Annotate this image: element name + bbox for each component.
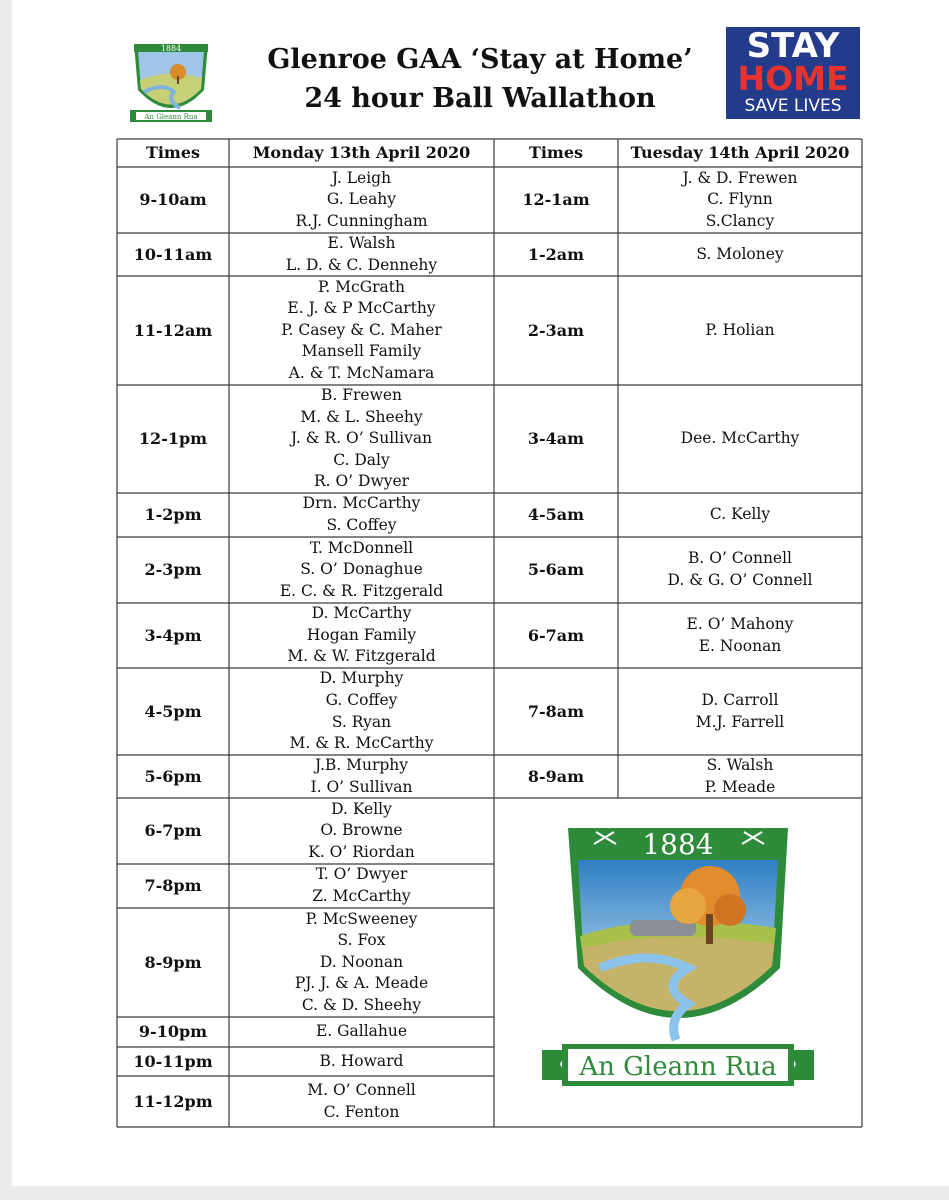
tuesday-names-cell [618,537,862,603]
tuesday-time-cell-text: 3-4am [527,429,585,449]
monday-time-cell-text: 10-11pm [133,1051,213,1071]
crest-large-year: 1884 [642,828,714,861]
monday-names-cell-text: Mansell Family [301,342,422,361]
monday-names-cell-text: K. O’ Riordan [308,842,415,861]
tuesday-names-cell [618,668,862,755]
header-tuesday-text: Tuesday 14th April 2020 [630,143,850,163]
monday-names-cell-text: G. Coffey [325,690,398,709]
tuesday-names-cell-text: Dee. McCarthy [680,429,800,448]
monday-time-cell-text: 3-4pm [144,625,202,645]
header-monday-text: Monday 13th April 2020 [252,143,471,163]
monday-names-cell-text: R. O’ Dwyer [313,472,410,491]
tuesday-names-cell-text: D. Carroll [701,690,779,709]
monday-time-cell [117,908,229,1017]
tuesday-time-cell [494,276,618,385]
monday-names-cell-text: S. Fox [337,931,386,950]
monday-names-cell [229,276,494,385]
tuesday-names-cell-text: J. & D. Frewen [682,168,798,187]
tuesday-names-cell [618,603,862,668]
header-times [117,139,229,167]
monday-names-cell-text: O. Browne [320,821,403,840]
club-crest-large [538,818,818,1100]
monday-names-cell-text: S. Ryan [331,712,392,731]
tuesday-names-cell-text: S. Walsh [706,755,774,774]
monday-names-cell-text: E. J. & P McCarthy [287,299,436,318]
tuesday-names-cell-text: D. & G. O’ Connell [667,571,813,589]
header-times-text: Times [145,143,201,163]
monday-names-cell [229,908,494,1017]
header-times-2-text: Times [528,143,584,163]
monday-names-cell-text: Z. McCarthy [312,887,411,905]
stay-home-badge-line1: STAY [746,26,840,66]
monday-time-cell [117,755,229,798]
crest-large-motto: An Gleann Rua [579,1052,777,1082]
tuesday-names-cell [618,276,862,385]
monday-names-cell [229,167,494,233]
monday-names-cell-text: J.B. Murphy [314,755,409,774]
crest-small-motto: An Gleann Rua [144,113,198,121]
monday-names-cell [229,603,494,668]
monday-time-cell-text: 9-10pm [138,1022,208,1042]
monday-names-cell-text: D. Murphy [319,669,404,688]
monday-time-cell [117,1047,229,1076]
monday-names-cell-text: A. & T. McNamara [288,363,435,382]
tuesday-names-cell-text: C. Flynn [707,190,773,209]
header-tuesday [618,139,862,167]
monday-names-cell [229,864,494,908]
monday-names-cell-text: B. Howard [319,1051,404,1070]
stay-home-badge-line3: SAVE LIVES [744,96,842,116]
monday-time-cell [117,798,229,864]
tuesday-names-cell [618,233,862,276]
monday-time-cell [117,1017,229,1047]
tuesday-time-cell [494,537,618,603]
monday-time-cell [117,603,229,668]
tuesday-names-cell-text: P. Meade [704,777,776,796]
monday-time-cell [117,537,229,603]
tuesday-time-cell-text: 6-7am [527,625,585,645]
monday-time-cell-text: 12-1pm [138,429,208,449]
monday-names-cell [229,1076,494,1127]
header-times-2 [494,139,618,167]
monday-names-cell-text: M. & R. McCarthy [289,734,434,753]
monday-names-cell-text: C. & D. Sheehy [301,995,422,1014]
tuesday-time-cell [494,755,618,798]
monday-names-cell-text: M. O’ Connell [307,1080,416,1099]
tuesday-time-cell-text: 1-2am [527,244,585,264]
monday-names-cell [229,668,494,755]
tuesday-time-cell-text: 5-6am [527,560,585,580]
monday-names-cell-text: J. Leigh [331,168,392,187]
tuesday-names-cell [618,167,862,233]
monday-time-cell-text: 1-2pm [144,505,202,525]
tuesday-time-cell [494,668,618,755]
monday-names-cell [229,1047,494,1076]
tuesday-names-cell [618,493,862,537]
monday-names-cell-text: Hogan Family [306,625,417,644]
monday-names-cell [229,798,494,864]
monday-time-cell-text: 10-11am [133,244,213,264]
monday-names-cell-text: B. Frewen [320,386,402,405]
monday-names-cell [229,233,494,276]
stay-home-badge-line2: HOME [737,59,849,98]
monday-names-cell-text: S. O’ Donaghue [300,560,423,579]
monday-time-cell-text: 7-8pm [144,876,202,896]
monday-time-cell-text: 9-10am [139,190,207,210]
monday-names-cell [229,385,494,493]
tuesday-time-cell [494,493,618,537]
tuesday-time-cell [494,385,618,493]
tuesday-time-cell-text: 2-3am [527,320,585,340]
monday-names-cell-text: Drn. McCarthy [302,494,421,513]
monday-names-cell-text: M. & W. Fitzgerald [287,647,436,666]
monday-time-cell [117,493,229,537]
monday-names-cell-text: C. Daly [333,450,390,469]
monday-names-cell-text: PJ. J. & A. Meade [294,974,429,993]
monday-time-cell-text: 8-9pm [144,952,202,972]
monday-time-cell-text: 11-12pm [133,1091,213,1111]
monday-names-cell-text: M. & L. Sheehy [300,407,423,426]
tuesday-time-cell-text: 7-8am [527,701,585,721]
monday-names-cell-text: T. O’ Dwyer [315,865,408,884]
monday-names-cell-text: D. McCarthy [311,604,412,623]
tuesday-time-cell [494,167,618,233]
monday-names-cell-text: D. Kelly [331,799,392,818]
monday-time-cell-text: 2-3pm [144,560,202,580]
monday-names-cell [229,493,494,537]
tuesday-time-cell [494,233,618,276]
monday-names-cell [229,755,494,798]
monday-time-cell [117,668,229,755]
monday-time-cell-text: 11-12am [133,320,213,340]
monday-names-cell-text: T. McDonnell [309,538,414,557]
monday-names-cell-text: L. D. & C. Dennehy [285,255,438,274]
monday-time-cell-text: 6-7pm [144,821,202,841]
monday-time-cell [117,276,229,385]
tuesday-names-cell-text: M.J. Farrell [695,712,785,731]
monday-names-cell-text: P. McGrath [318,277,405,296]
crest-small-year: 1884 [160,44,182,53]
tuesday-time-cell [494,603,618,668]
tuesday-names-cell-text: S. Moloney [696,244,784,263]
tuesday-names-cell-text: S.Clancy [705,211,775,230]
monday-names-cell-text: J. & R. O’ Sullivan [290,429,433,448]
monday-time-cell [117,167,229,233]
monday-time-cell [117,864,229,908]
monday-names-cell-text: P. Casey & C. Maher [281,320,442,339]
monday-time-cell [117,385,229,493]
header-monday [229,139,494,167]
tuesday-names-cell-text: C. Kelly [709,505,771,524]
tuesday-time-cell-text: 12-1am [522,190,590,210]
monday-names-cell-text: R.J. Cunningham [295,211,428,230]
monday-time-cell [117,233,229,276]
tuesday-time-cell-text: 4-5am [527,505,585,525]
tuesday-names-cell [618,385,862,493]
tuesday-names-cell-text: E. Noonan [698,636,782,655]
monday-time-cell-text: 5-6pm [144,766,202,786]
monday-time-cell [117,1076,229,1127]
monday-time-cell-text: 4-5pm [144,701,202,721]
monday-names-cell-text: P. McSweeney [305,909,418,928]
monday-names-cell-text: D. Noonan [319,952,404,971]
monday-names-cell-text: C. Fenton [323,1102,400,1121]
monday-names-cell-text: G. Leahy [326,190,397,209]
page-title-line1: Glenroe GAA ‘Stay at Home’ [267,44,693,75]
monday-names-cell-text: E. Gallahue [315,1022,408,1041]
tuesday-names-cell [618,755,862,798]
tuesday-names-cell-text: P. Holian [705,320,775,339]
tuesday-names-cell-text: B. O’ Connell [687,549,793,568]
monday-names-cell [229,537,494,603]
monday-names-cell-text: E. Walsh [327,233,396,252]
tuesday-time-cell-text: 8-9am [527,766,585,786]
tuesday-names-cell-text: E. O’ Mahony [686,614,794,633]
monday-names-cell [229,1017,494,1047]
monday-names-cell-text: I. O’ Sullivan [310,777,413,796]
monday-names-cell-text: E. C. & R. Fitzgerald [279,581,444,600]
page-title-line2: 24 hour Ball Wallathon [304,83,656,114]
monday-names-cell-text: S. Coffey [326,516,397,534]
